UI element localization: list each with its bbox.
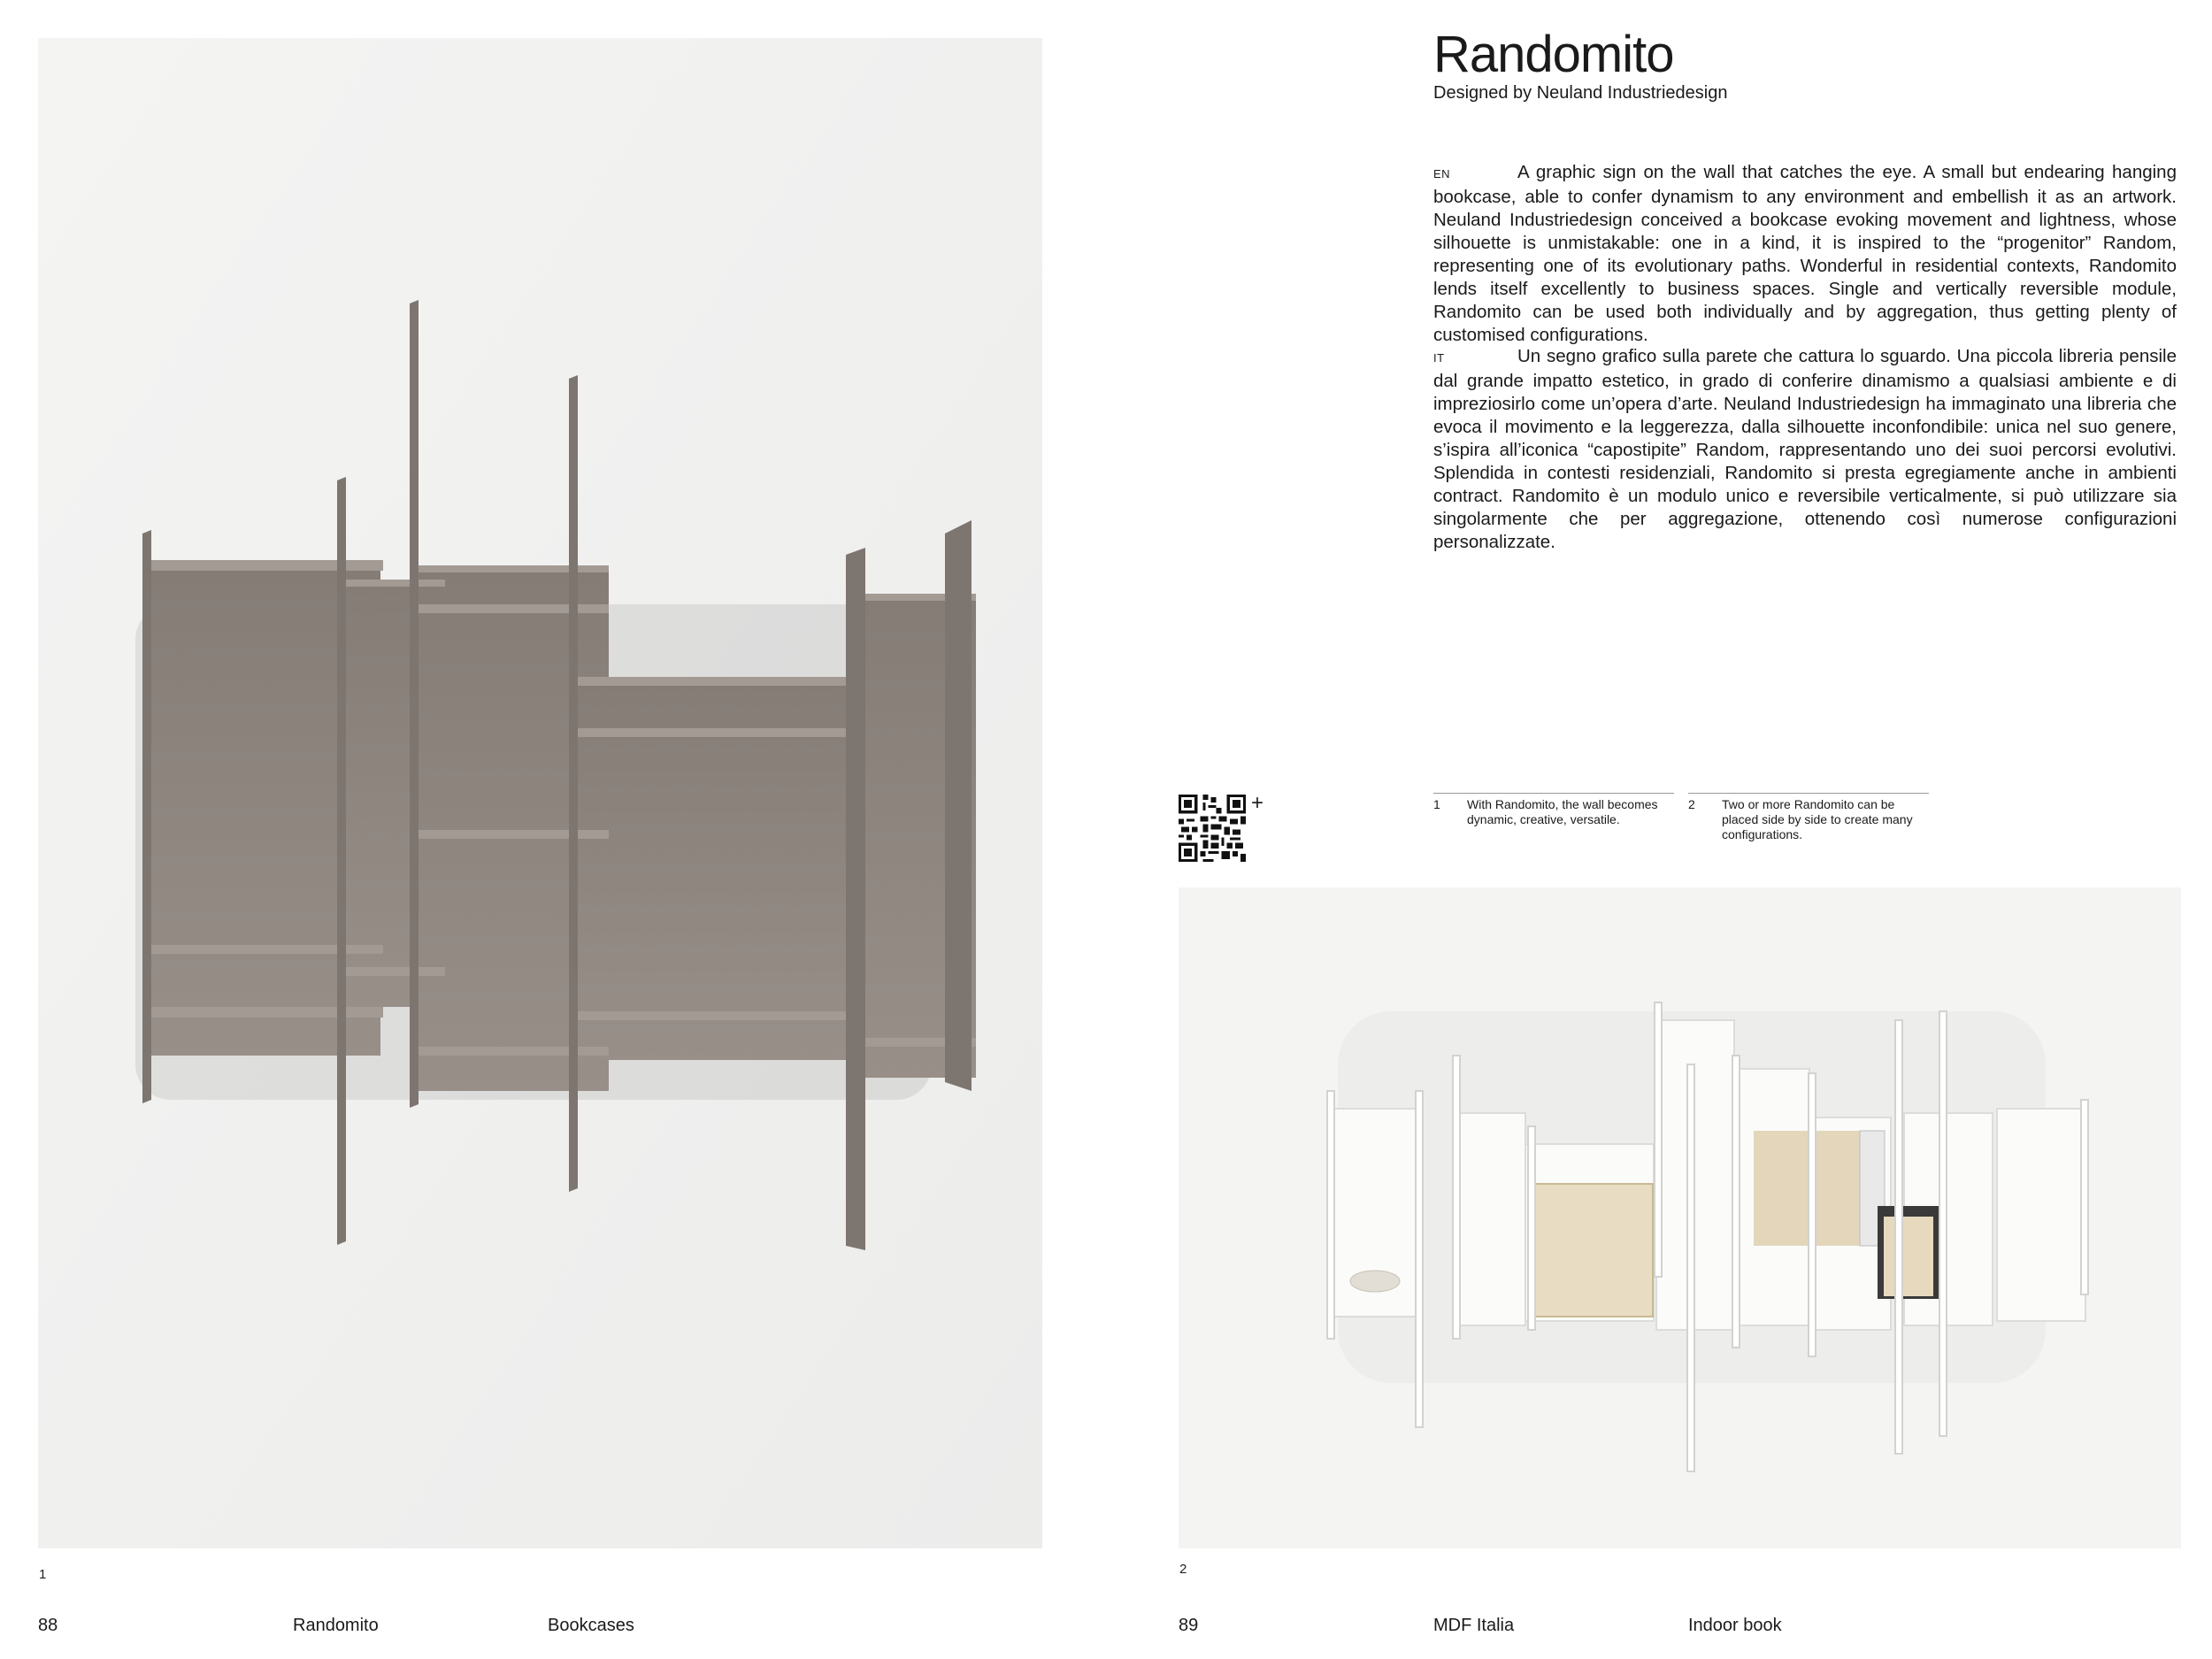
- caption-text: With Randomito, the wall becomes dynamic, creative, versatile.: [1467, 797, 1658, 826]
- caption-text: Two or more Randomito can be placed side by side to create many configurations.: [1722, 797, 1913, 841]
- photo-number-2: 2: [1179, 1562, 1187, 1577]
- qr-code-icon[interactable]: [1179, 795, 1246, 862]
- lang-label-it: IT: [1433, 351, 1445, 365]
- caption-2: [1688, 793, 1929, 842]
- caption-number: 1: [1433, 797, 1440, 811]
- plus-icon[interactable]: +: [1251, 791, 1264, 815]
- footer-product: Randomito: [293, 1616, 379, 1635]
- photo-number-1: 1: [39, 1567, 47, 1582]
- footer-category: Bookcases: [548, 1616, 634, 1635]
- bookcase-taupe-illustration: [38, 38, 1042, 1548]
- description-en: [1433, 161, 2177, 347]
- page-number-right: 89: [1179, 1616, 1199, 1635]
- footer-book: Indoor book: [1688, 1616, 1782, 1635]
- description-it-text: Un segno grafico sulla parete che cattura lo sguardo. Una piccola libreria pensile dal grande impatto estetico, in grado di conferire dinamismo a qualsiasi ambiente e di impreziosirlo come un’opera d’arte. Neuland Industriedesign ha immaginato una libreria che evoca il movimento e la leggerezza, dalla silhouette inconfondibile: unica nel suo genere, s’ispira all’iconica “capostipite” Random, rappresentando uno dei suoi percorsi evolutivi. Splendida in contesti residenziali, Randomito si presta egregiamente anche in ambienti contract. Randomito è un modulo unico e reversibile verticalmente, si può utilizzare sia singolarmente che per aggregazione, ottenendo così numerose configurazioni personalizzate.: [1433, 346, 2177, 552]
- description-en-text: A graphic sign on the wall that catches the eye. A small but endearing hanging bookcase, able to confer dynamism to any environment and embellish it as an artwork. Neuland Industriedesign conceived a bookcase evoking movement and lightness, whose silhouette is unmistakable: one in a kind, it is inspired to the “progenitor” Random, representing one of its evolutionary paths. Wonderful in residential contexts, Randomito lends itself excellently to business spaces. Single and vertically reversible module, Randomito can be used both individually and by aggregation, thus getting plenty of customised configurations.: [1433, 162, 2177, 345]
- bookcase-white-illustration: [1179, 887, 2181, 1548]
- caption-1: [1433, 793, 1674, 827]
- photo-randomito-taupe: [38, 38, 1042, 1582]
- description-it: [1433, 345, 2177, 554]
- caption-number: 2: [1688, 797, 1695, 811]
- footer-brand: MDF Italia: [1433, 1616, 1515, 1635]
- page-title: Randomito: [1433, 26, 1674, 83]
- page-number-left: 88: [38, 1616, 58, 1635]
- lang-label-en: EN: [1433, 167, 1451, 180]
- photo-randomito-white: [1179, 887, 2181, 1577]
- designer-subtitle: Designed by Neuland Industriedesign: [1433, 83, 1728, 103]
